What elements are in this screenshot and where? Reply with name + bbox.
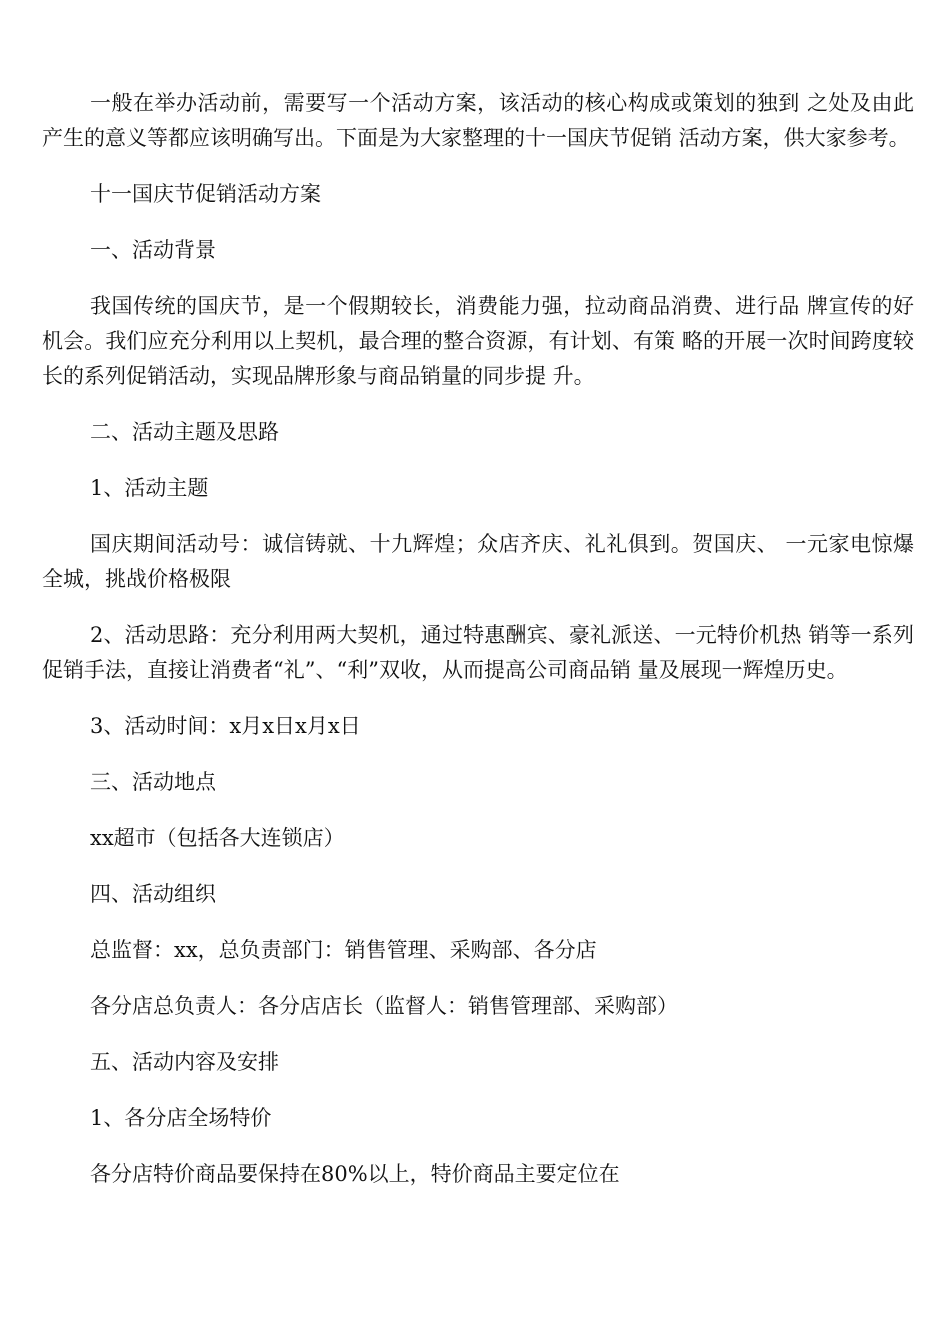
section-heading-organization: 四、活动组织 (90, 882, 216, 906)
subheading-theme: 1、活动主题 (90, 476, 209, 500)
theme-paragraph: 国庆期间活动号：诚信铸就、十九辉煌；众店齐庆、礼礼俱到。贺国庆、 一元家电惊爆全城，挑战价格极限 (42, 532, 914, 591)
activity-time-line: 3、活动时间：x月x日x月x日 (90, 714, 361, 738)
background-paragraph: 我国传统的国庆节，是一个假期较长，消费能力强，拉动商品消费、进行品 牌宣传的好机会。我们应充分利用以上契机，最合理的整合资源，有计划、有策 略的开展一次时间跨度较长的系列促销活动，实现品牌形象与商品销量的同步提 升。 (42, 294, 914, 388)
subheading-special-price: 1、各分店全场特价 (90, 1106, 272, 1130)
document-page (42, 86, 914, 1192)
document-title: 十一国庆节促销活动方案 (90, 182, 321, 206)
section-heading-location: 三、活动地点 (90, 770, 216, 794)
section-heading-content: 五、活动内容及安排 (90, 1050, 279, 1074)
approach-paragraph: 2、活动思路：充分利用两大契机，通过特惠酬宾、豪礼派送、一元特价机热 销等一系列促销手法，直接让消费者“礼”、“利”双收，从而提高公司商品销 量及展现一辉煌历史。 (42, 623, 914, 682)
organization-line-managers: 各分店总负责人：各分店店长（监督人：销售管理部、采购部） (90, 994, 678, 1018)
intro-paragraph: 一般在举办活动前，需要写一个活动方案，该活动的核心构成或策划的独到 之处及由此产生的意义等都应该明确写出。下面是为大家整理的十一国庆节促销 活动方案，供大家参考。 (42, 91, 914, 150)
location-line: xx超市（包括各大连锁店） (90, 826, 345, 850)
section-heading-background: 一、活动背景 (90, 238, 216, 262)
special-price-line: 各分店特价商品要保持在80%以上，特价商品主要定位在 (90, 1162, 620, 1186)
organization-line-supervisor: 总监督：xx，总负责部门：销售管理、采购部、各分店 (90, 938, 597, 962)
section-heading-theme: 二、活动主题及思路 (90, 420, 279, 444)
